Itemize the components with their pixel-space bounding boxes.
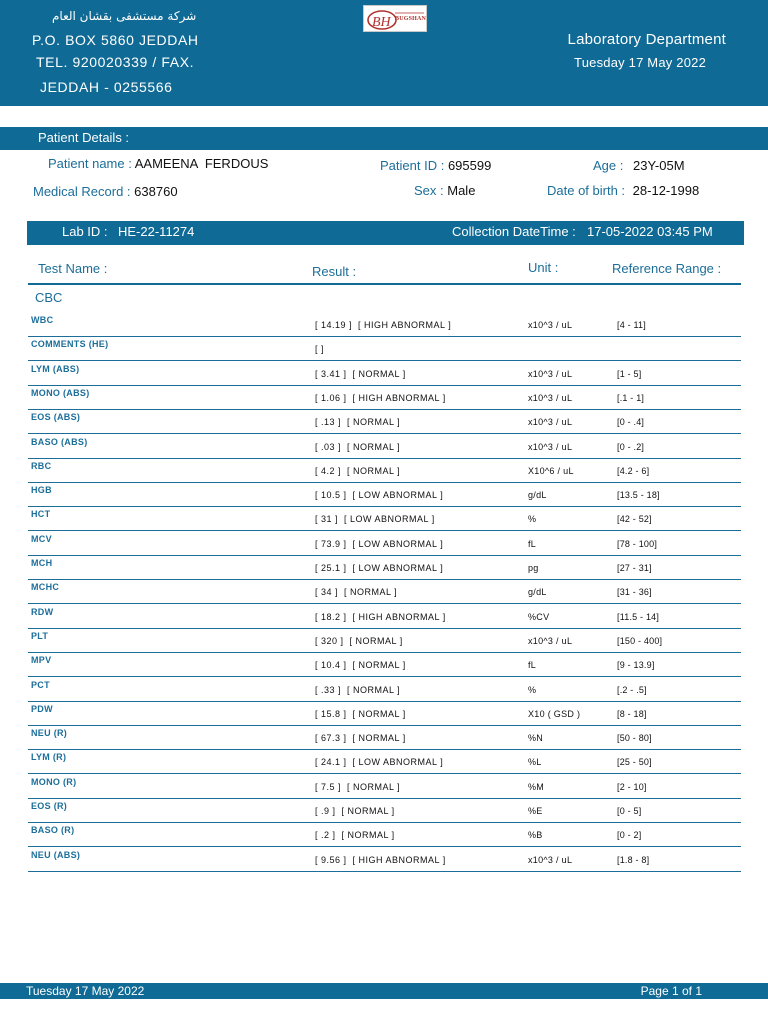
- test-name-cell: LYM (R): [31, 752, 67, 763]
- unit-cell: x10^3 / uL: [528, 392, 573, 403]
- table-row: [28, 605, 741, 629]
- age-label: Age :: [593, 158, 624, 173]
- age-field: [593, 158, 685, 173]
- test-name-cell: MCH: [31, 558, 53, 568]
- table-row: [28, 799, 741, 823]
- table-row: [28, 848, 741, 872]
- test-name-cell: NEU (ABS): [31, 849, 81, 860]
- table-row: [28, 532, 741, 556]
- unit-cell: %L: [528, 757, 542, 768]
- unit-cell: X10 ( GSD ): [528, 708, 581, 719]
- sex-label: Sex :: [414, 183, 444, 198]
- lab-info-bar: [27, 221, 744, 245]
- table-row: [28, 313, 741, 337]
- unit-cell: %M: [528, 781, 545, 792]
- reference-range-cell: [2 - 10]: [617, 781, 647, 792]
- reference-range-cell: [.1 - 1]: [617, 392, 645, 403]
- unit-cell: %E: [528, 806, 543, 816]
- reference-range-cell: [.2 - .5]: [617, 684, 647, 695]
- result-cell: [ .13 ] [ NORMAL ]: [315, 417, 401, 428]
- reference-range-cell: [1.8 - 8]: [617, 854, 650, 865]
- unit-cell: x10^3 / uL: [528, 320, 573, 330]
- table-row: [28, 678, 741, 702]
- result-cell: [ 1.06 ] [ HIGH ABNORMAL ]: [315, 392, 446, 403]
- reference-range-cell: [9 - 13.9]: [617, 660, 655, 671]
- svg-text:BH: BH: [372, 15, 391, 30]
- dob-label: Date of birth :: [547, 183, 626, 198]
- result-cell: [ 10.5 ] [ LOW ABNORMAL ]: [315, 490, 444, 501]
- reference-range-cell: [31 - 36]: [617, 587, 652, 598]
- table-row: [28, 750, 741, 774]
- reference-range-cell: [27 - 31]: [617, 563, 652, 573]
- reference-range-cell: [25 - 50]: [617, 757, 652, 768]
- test-name-cell: NEU (R): [31, 728, 68, 739]
- address-line-1: P.O. BOX 5860 JEDDAH: [32, 32, 199, 48]
- test-name-cell: WBC: [31, 315, 54, 325]
- reference-range-cell: [1 - 5]: [617, 368, 642, 379]
- test-name-cell: EOS (ABS): [31, 412, 81, 423]
- test-name-cell: MONO (ABS): [31, 387, 90, 398]
- table-row: [28, 726, 741, 750]
- patient-name-label: Patient name :: [48, 156, 132, 171]
- table-row: [28, 775, 741, 799]
- hospital-arabic-name: شركة مستشفى بقشان العام: [52, 9, 197, 23]
- unit-cell: x10^3 / uL: [528, 854, 573, 865]
- unit-cell: X10^6 / uL: [528, 465, 574, 476]
- test-name-cell: RDW: [31, 606, 54, 617]
- table-header-divider: [28, 283, 741, 285]
- unit-cell: %: [528, 514, 537, 525]
- test-name-cell: PLT: [31, 630, 49, 641]
- result-cell: [ .03 ] [ NORMAL ]: [315, 441, 401, 452]
- footer-date: Tuesday 17 May 2022: [26, 984, 145, 998]
- result-cell: [ .33 ] [ NORMAL ]: [315, 684, 401, 695]
- report-footer: [0, 983, 768, 999]
- age-value: 23Y-05M: [632, 158, 685, 173]
- reference-range-cell: [13.5 - 18]: [617, 490, 660, 501]
- table-row: [28, 483, 741, 507]
- lab-id-label: Lab ID :: [62, 224, 108, 239]
- patient-details-bar: [0, 127, 768, 150]
- test-name-cell: MONO (R): [31, 776, 77, 787]
- reference-range-cell: [50 - 80]: [617, 733, 652, 744]
- collection-datetime-label: Collection DateTime :: [452, 224, 576, 239]
- unit-cell: x10^3 / uL: [528, 368, 573, 379]
- patient-id-field: [380, 158, 491, 173]
- patient-details-title: Patient Details :: [38, 130, 130, 145]
- table-row: [28, 386, 741, 410]
- unit-cell: pg: [528, 563, 539, 573]
- table-row: [28, 410, 741, 434]
- report-date: Tuesday 17 May 2022: [574, 55, 706, 70]
- page-number: Page 1 of 1: [640, 984, 702, 998]
- patient-name-field: [48, 156, 268, 171]
- department-title: Laboratory Department: [567, 31, 726, 48]
- result-cell: [ 67.3 ] [ NORMAL ]: [315, 733, 406, 744]
- hospital-logo: [363, 5, 427, 32]
- result-cell: [ ]: [315, 344, 325, 355]
- patient-name-value: AAMEENA FERDOUS: [134, 156, 269, 171]
- result-header: Result :: [312, 264, 357, 279]
- reference-range-cell: [0 - 5]: [617, 806, 642, 816]
- result-cell: [ 24.1 ] [ LOW ABNORMAL ]: [315, 757, 444, 768]
- unit-cell: x10^3 / uL: [528, 417, 573, 428]
- result-cell: [ 15.8 ] [ NORMAL ]: [315, 708, 406, 719]
- result-cell: [ 73.9 ] [ LOW ABNORMAL ]: [315, 538, 444, 549]
- test-name-cell: MCV: [31, 533, 52, 544]
- test-name-cell: HCT: [31, 509, 51, 520]
- reference-range-cell: [42 - 52]: [617, 514, 652, 525]
- section-title-cbc: CBC: [35, 290, 63, 305]
- result-cell: [ 10.4 ] [ NORMAL ]: [315, 660, 406, 671]
- result-cell: [ 31 ] [ LOW ABNORMAL ]: [315, 514, 435, 525]
- unit-cell: %B: [528, 830, 543, 841]
- unit-cell: g/dL: [528, 587, 547, 598]
- reference-range-cell: [11.5 - 14]: [617, 611, 660, 622]
- sex-value: Male: [447, 183, 476, 198]
- table-row: [28, 362, 741, 386]
- unit-cell: %CV: [528, 611, 550, 622]
- result-cell: [ .2 ] [ NORMAL ]: [315, 830, 395, 841]
- table-row: [28, 435, 741, 459]
- result-cell: [ 4.2 ] [ NORMAL ]: [315, 465, 401, 476]
- test-name-cell: RBC: [31, 460, 52, 471]
- table-row: [28, 556, 741, 580]
- unit-header: Unit :: [528, 260, 559, 275]
- table-row: [28, 337, 741, 361]
- test-name-cell: PDW: [31, 703, 53, 714]
- reference-range-header: Reference Range :: [612, 261, 722, 276]
- lab-id-value: HE-22-11274: [118, 224, 195, 239]
- medical-record-field: [33, 184, 178, 199]
- unit-cell: fL: [528, 660, 537, 671]
- reference-range-cell: [150 - 400]: [617, 635, 663, 646]
- unit-cell: %: [528, 684, 537, 695]
- unit-cell: fL: [528, 538, 537, 549]
- reference-range-cell: [8 - 18]: [617, 708, 647, 719]
- reference-range-cell: [0 - 2]: [617, 830, 642, 841]
- result-cell: [ 3.41 ] [ NORMAL ]: [315, 368, 406, 379]
- reference-range-cell: [4 - 11]: [617, 320, 646, 330]
- table-row: [28, 702, 741, 726]
- test-name-cell: BASO (R): [31, 825, 75, 836]
- table-row: [28, 653, 741, 677]
- result-cell: [ 320 ] [ NORMAL ]: [315, 635, 403, 646]
- table-row: [28, 580, 741, 604]
- table-row: [28, 629, 741, 653]
- result-cell: [ .9 ] [ NORMAL ]: [315, 806, 395, 816]
- patient-id-value: 695599: [447, 158, 492, 173]
- result-cell: [ 34 ] [ NORMAL ]: [315, 587, 398, 598]
- logo-text: BUGSHAN: [395, 16, 427, 22]
- test-name-cell: BASO (ABS): [31, 436, 88, 447]
- test-name-header: Test Name :: [38, 261, 108, 276]
- result-cell: [ 7.5 ] [ NORMAL ]: [315, 781, 401, 792]
- address-line-3: JEDDAH - 0255566: [40, 79, 173, 95]
- test-name-cell: PCT: [31, 679, 50, 690]
- test-name-cell: MCHC: [31, 582, 60, 593]
- address-line-2: TEL. 920020339 / FAX.: [36, 54, 195, 70]
- medical-record-label: Medical Record :: [33, 184, 131, 199]
- table-row: [28, 459, 741, 483]
- reference-range-cell: [0 - .2]: [617, 441, 645, 452]
- unit-cell: g/dL: [528, 490, 547, 501]
- table-row: [28, 823, 741, 847]
- reference-range-cell: [0 - .4]: [617, 417, 645, 428]
- result-cell: [ 25.1 ] [ LOW ABNORMAL ]: [315, 563, 444, 573]
- unit-cell: x10^3 / uL: [528, 635, 573, 646]
- medical-record-value: 638760: [134, 184, 178, 199]
- dob-value: 28-12-1998: [632, 183, 700, 198]
- unit-cell: x10^3 / uL: [528, 441, 573, 452]
- collection-datetime-value: 17-05-2022 03:45 PM: [587, 224, 713, 239]
- result-cell: [ 9.56 ] [ HIGH ABNORMAL ]: [315, 854, 446, 865]
- patient-id-label: Patient ID :: [380, 158, 445, 173]
- test-name-cell: COMMENTS (HE): [31, 339, 109, 350]
- table-row: [28, 507, 741, 531]
- test-name-cell: EOS (R): [31, 801, 68, 811]
- sex-field: [414, 183, 475, 198]
- result-cell: [ 14.19 ] [ HIGH ABNORMAL ]: [315, 320, 452, 330]
- test-name-cell: HGB: [31, 485, 52, 496]
- test-name-cell: LYM (ABS): [31, 363, 80, 374]
- reference-range-cell: [4.2 - 6]: [617, 465, 650, 476]
- dob-field: [547, 183, 699, 198]
- result-cell: [ 18.2 ] [ HIGH ABNORMAL ]: [315, 611, 446, 622]
- unit-cell: %N: [528, 733, 544, 744]
- reference-range-cell: [78 - 100]: [617, 538, 658, 549]
- test-name-cell: MPV: [31, 655, 52, 666]
